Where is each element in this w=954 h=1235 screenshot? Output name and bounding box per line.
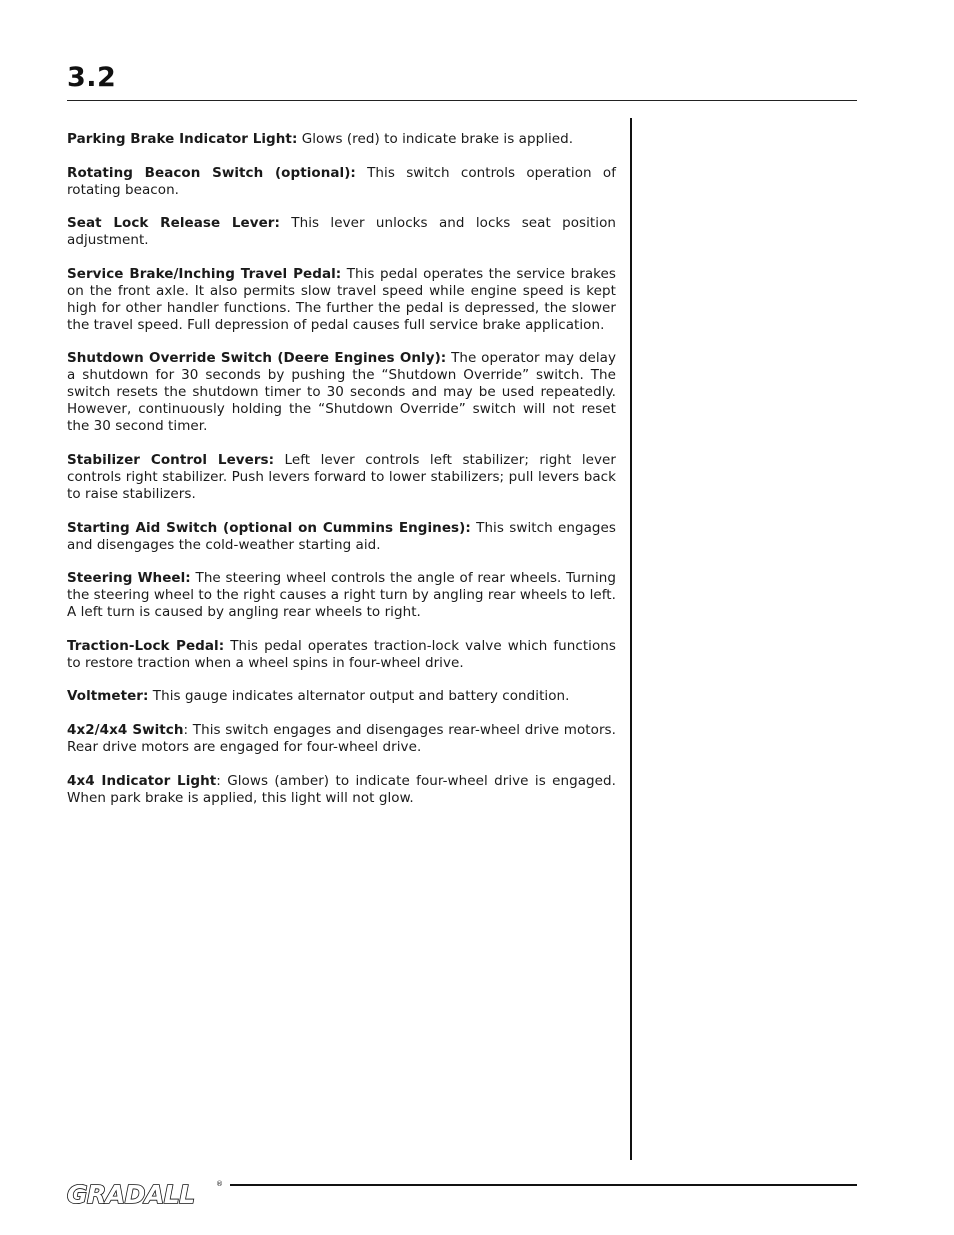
entry-parking-brake-indicator-light	[67, 131, 616, 148]
entry-traction-lock-pedal	[67, 638, 616, 672]
entry-text: This pedal operates the service brakes on the front axle. It also permits slow travel speed while engine speed is kept high for other handler functions. The further the pedal is depressed, the slower the travel speed. Full depression of pedal causes full service brake application.	[67, 265, 616, 333]
entry-text: : Glows (amber) to indicate four-wheel drive is engaged. When park brake is applied, this light will not glow.	[67, 772, 616, 806]
entry-text: This switch controls operation of rotating beacon.	[67, 164, 616, 198]
entry-term: Service Brake/Inching Travel Pedal:	[67, 265, 342, 282]
gradall-logo-mark	[66, 1174, 226, 1208]
entry-term: Stabilizer Control Levers:	[67, 451, 275, 468]
entry-text: Left lever controls left stabilizer; right lever controls right stabilizer. Push levers forward to lower stabilizers; pull levers back to raise stabilizers.	[67, 451, 616, 502]
entry-term: Traction-Lock Pedal:	[67, 637, 225, 654]
entry-stabilizer-control-levers	[67, 452, 616, 503]
footer-rule	[230, 1184, 857, 1186]
entry-4x4-indicator-light	[67, 773, 616, 807]
entry-term: Rotating Beacon Switch (optional):	[67, 164, 356, 181]
entry-steering-wheel	[67, 570, 616, 621]
entry-service-brake-pedal	[67, 266, 616, 334]
entry-term: 4x2/4x4 Switch	[67, 721, 184, 738]
logo-wordmark: GRADALL	[67, 1180, 195, 1208]
entry-term: 4x4 Indicator Light	[67, 772, 217, 789]
entry-4x2-4x4-switch	[67, 722, 616, 756]
entry-text: This pedal operates traction-lock valve which functions to restore traction when a wheel spins in four-wheel drive.	[67, 637, 616, 671]
entry-text: The steering wheel controls the angle of rear wheels. Turning the steering wheel to the right causes a right turn by angling rear wheels to left. A left turn is caused by angling rear wheels to right.	[67, 570, 617, 621]
column-divider	[630, 118, 632, 1160]
entry-text: Glows (red) to indicate brake is applied.	[297, 131, 574, 147]
entry-text: This lever unlocks and locks seat position adjustment.	[67, 215, 616, 249]
section-number: 3.2	[67, 62, 117, 93]
gradall-logo	[66, 1174, 226, 1208]
entry-text: The operator may delay a shutdown for 30 seconds by pushing the “Shutdown Override” switch. The switch resets the shutdown timer to 30 seconds and may be used repeatedly. However, continuously holding the “Shutdown Override” switch will not reset the 30 second timer.	[67, 350, 617, 435]
entry-rotating-beacon-switch	[67, 165, 616, 199]
logo-registered-mark: ®	[216, 1180, 223, 1188]
entry-seat-lock-release-lever	[67, 215, 616, 249]
header-rule	[67, 100, 857, 101]
entry-term: Voltmeter:	[67, 688, 149, 705]
entry-term: Starting Aid Switch (optional on Cummins Engines):	[67, 519, 471, 536]
entry-term: Steering Wheel:	[67, 570, 191, 587]
entry-starting-aid-switch	[67, 520, 616, 554]
entry-term: Shutdown Override Switch (Deere Engines Only):	[67, 350, 447, 367]
entry-shutdown-override-switch	[67, 350, 616, 435]
content-column	[67, 131, 616, 823]
entry-text: This switch engages and disengages the cold-weather starting aid.	[67, 519, 616, 553]
entry-text: This gauge indicates alternator output and battery condition.	[148, 688, 570, 705]
entry-term: Parking Brake Indicator Light:	[67, 131, 298, 147]
entry-voltmeter	[67, 688, 616, 705]
entry-term: Seat Lock Release Lever:	[67, 215, 280, 232]
entry-text: : This switch engages and disengages rear-wheel drive motors. Rear drive motors are engaged for four-wheel drive.	[67, 721, 616, 755]
